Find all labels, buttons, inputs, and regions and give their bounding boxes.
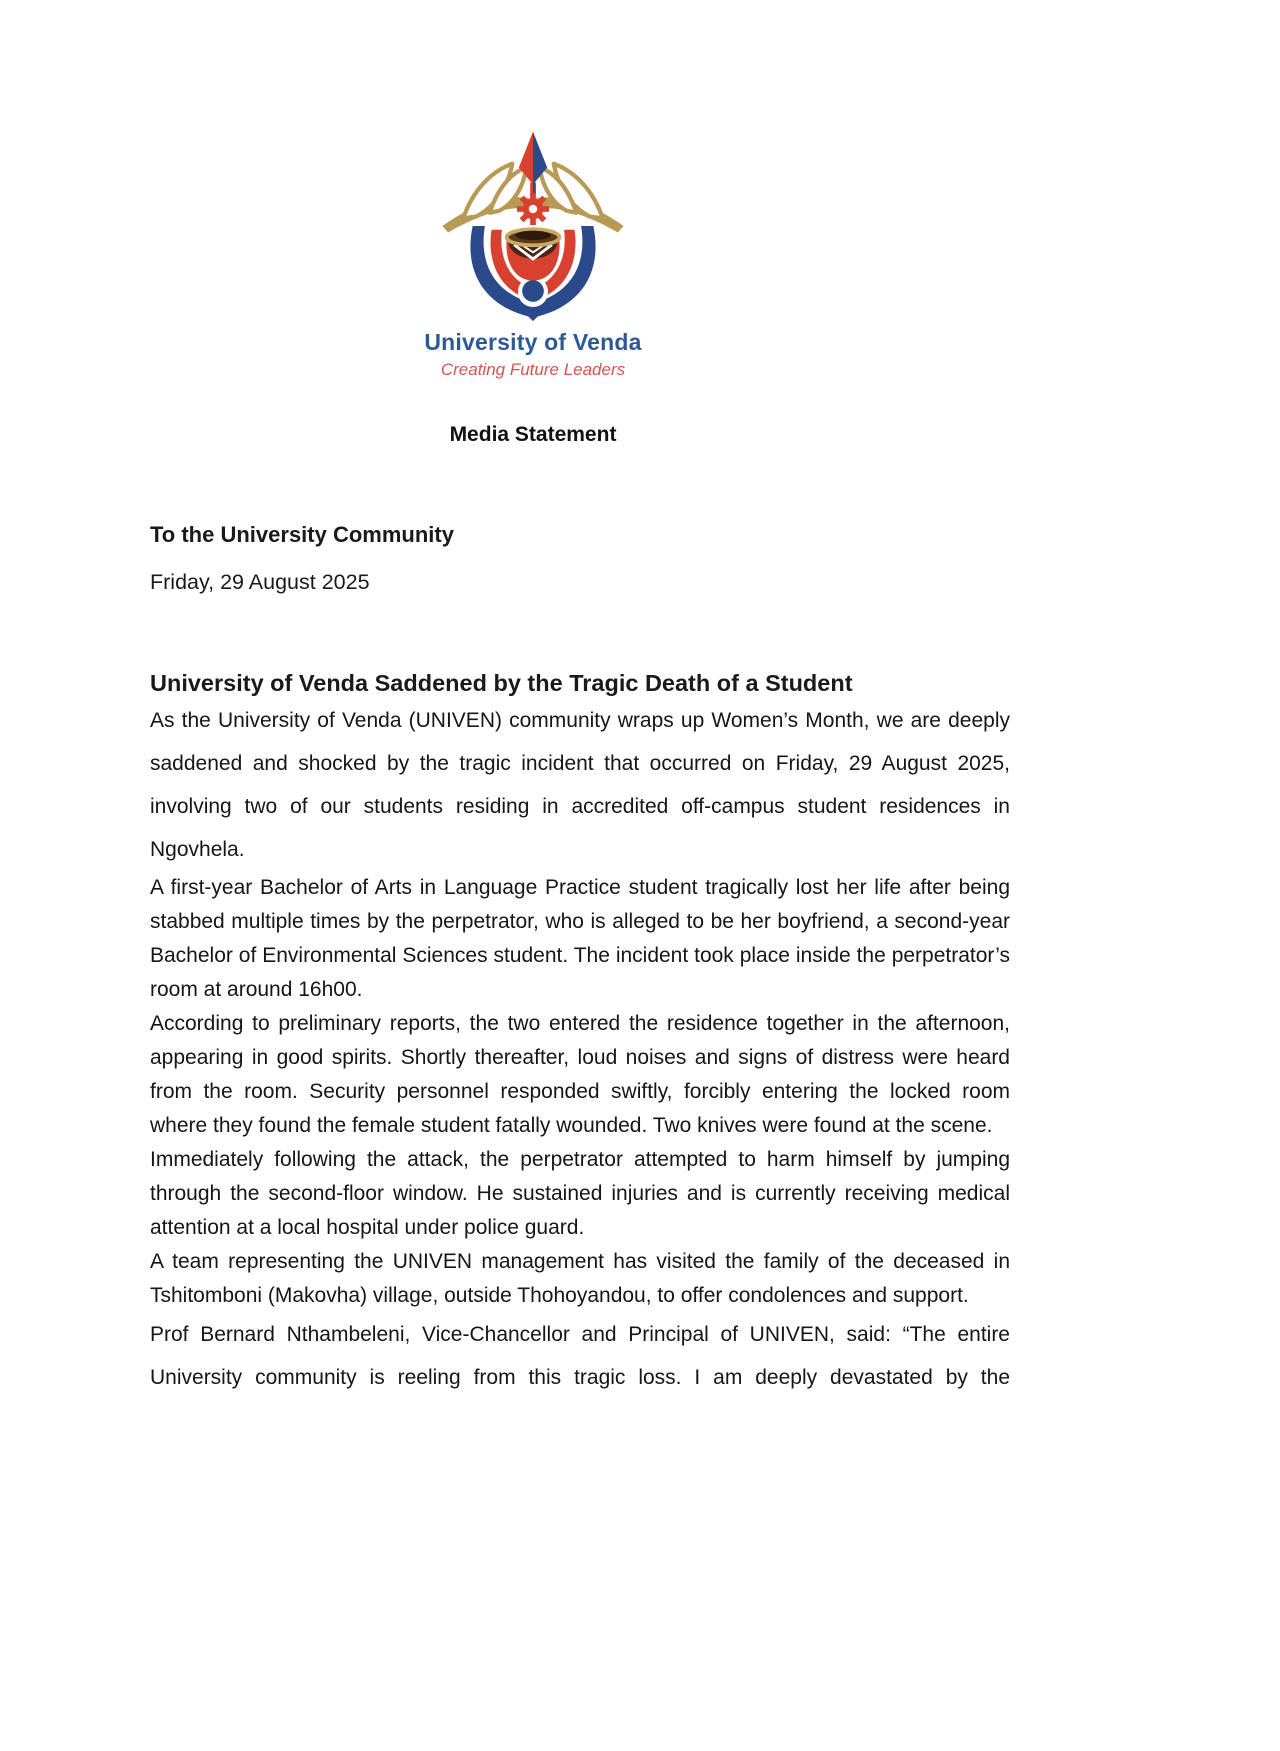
calabash-pot-icon — [506, 229, 559, 280]
university-wordmark: University of Venda — [424, 329, 642, 355]
body-paragraph: Prof Bernard Nthambeleni, Vice-Chancellor and Principal of UNIVEN, said: “The entire University community is reeling from this tragic loss. I am deeply devastated by the — [150, 1323, 1010, 1389]
statement-body — [150, 520, 1010, 1399]
university-tagline: Creating Future Leaders — [440, 360, 626, 379]
doc-type-label: Media Statement — [449, 423, 617, 446]
body-paragraph: According to preliminary reports, the two entered the residence together in the afternoon, appearing in good spirits. Shortly thereafter, loud noises and signs of distress were heard from the room. Security personnel responded swiftly, forcibly entering the locked room where they found the female student fatally wounded. Two knives were found at the scene. — [150, 1012, 1010, 1137]
gear-icon — [517, 193, 549, 225]
statement-title: University of Venda Saddened by the Tragic Death of a Student — [150, 670, 853, 696]
letterhead — [0, 0, 1066, 448]
university-of-venda-crest-icon — [438, 126, 628, 324]
body-paragraph: Immediately following the attack, the perpetrator attempted to harm himself by jumping through the second-floor window. He sustained injuries and is currently receiving medical attention at a local hospital under police guard. — [150, 1148, 1010, 1239]
person-head-icon — [522, 280, 544, 302]
body-paragraph: A first-year Bachelor of Arts in Language Practice student tragically lost her life after being stabbed multiple times by the perpetrator, who is alleged to be her boyfriend, a second-year Bachelor of Environmental Sciences student. The incident took place inside the perpetrator’s room at around 16h00. — [150, 876, 1010, 1001]
body-paragraph: As the University of Venda (UNIVEN) community wraps up Women’s Month, we are deeply saddened and shocked by the tragic incident that occurred on Friday, 29 August 2025, involving two of our students residing in accredited off-campus student residences in Ngovhela. — [150, 709, 1010, 861]
body-paragraph: A team representing the UNIVEN management has visited the family of the deceased in Tshitomboni (Makovha) village, outside Thohoyandou, to offer condolences and support. — [150, 1250, 1010, 1307]
date-line: Friday, 29 August 2025 — [150, 570, 370, 594]
addressee-line: To the University Community — [150, 522, 454, 547]
